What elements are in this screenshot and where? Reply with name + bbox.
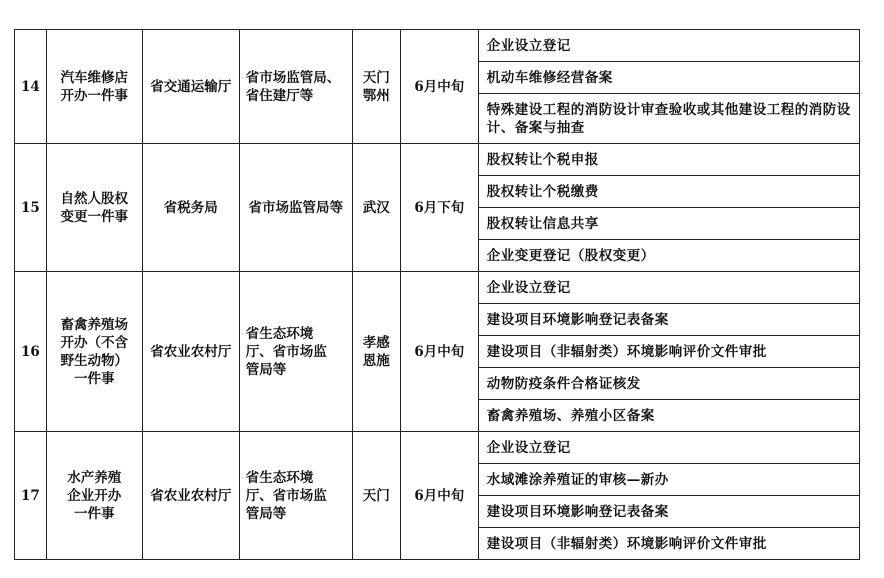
row-number: 16 — [15, 272, 47, 432]
matter-name: 畜禽养殖场 开办（不含 野生动物） 一件事 — [46, 272, 142, 432]
completion-time: 6月中旬 — [400, 272, 478, 432]
completion-time: 6月中旬 — [400, 432, 478, 560]
list-item: 机动车维修经营备案 — [478, 62, 859, 94]
matter-name: 水产养殖 企业开办 一件事 — [46, 432, 142, 560]
completion-time: 6月中旬 — [400, 30, 478, 144]
list-item: 特殊建设工程的消防设计审查验收或其他建设工程的消防设计、备案与抽查 — [478, 94, 859, 144]
list-item: 企业设立登记 — [478, 272, 859, 304]
list-item: 水域滩涂养殖证的审核—新办 — [478, 464, 859, 496]
lead-department: 省税务局 — [142, 144, 239, 272]
completion-time: 6月下旬 — [400, 144, 478, 272]
list-item: 建设项目环境影响登记表备案 — [478, 496, 859, 528]
table-row — [15, 272, 860, 304]
lead-department: 省农业农村厅 — [142, 272, 239, 432]
list-item: 股权转让信息共享 — [478, 208, 859, 240]
matters-table — [14, 29, 860, 560]
list-item: 建设项目（非辐射类）环境影响评价文件审批 — [478, 528, 859, 560]
row-number: 17 — [15, 432, 47, 560]
list-item: 股权转让个税申报 — [478, 144, 859, 176]
list-item: 企业设立登记 — [478, 30, 859, 62]
row-number: 14 — [15, 30, 47, 144]
cooperating-departments: 省生态环境 厅、省市场监 管局等 — [239, 272, 352, 432]
cooperating-departments: 省市场监管局、 省住建厅等 — [239, 30, 352, 144]
row-number: 15 — [15, 144, 47, 272]
list-item: 股权转让个税缴费 — [478, 176, 859, 208]
table-row — [15, 144, 860, 176]
table-row — [15, 432, 860, 464]
list-item: 企业设立登记 — [478, 432, 859, 464]
list-item: 畜禽养殖场、养殖小区备案 — [478, 400, 859, 432]
list-item: 动物防疫条件合格证核发 — [478, 368, 859, 400]
cooperating-departments: 省市场监管局等 — [239, 144, 352, 272]
pilot-city: 武汉 — [352, 144, 400, 272]
list-item: 企业变更登记（股权变更） — [478, 240, 859, 272]
pilot-city: 天门 — [352, 432, 400, 560]
list-item: 建设项目环境影响登记表备案 — [478, 304, 859, 336]
table-row — [15, 30, 860, 62]
pilot-city: 天门 鄂州 — [352, 30, 400, 144]
cooperating-departments: 省生态环境 厅、省市场监 管局等 — [239, 432, 352, 560]
lead-department: 省交通运输厅 — [142, 30, 239, 144]
list-item: 建设项目（非辐射类）环境影响评价文件审批 — [478, 336, 859, 368]
matter-name: 自然人股权 变更一件事 — [46, 144, 142, 272]
lead-department: 省农业农村厅 — [142, 432, 239, 560]
matter-name: 汽车维修店 开办一件事 — [46, 30, 142, 144]
pilot-city: 孝感 恩施 — [352, 272, 400, 432]
